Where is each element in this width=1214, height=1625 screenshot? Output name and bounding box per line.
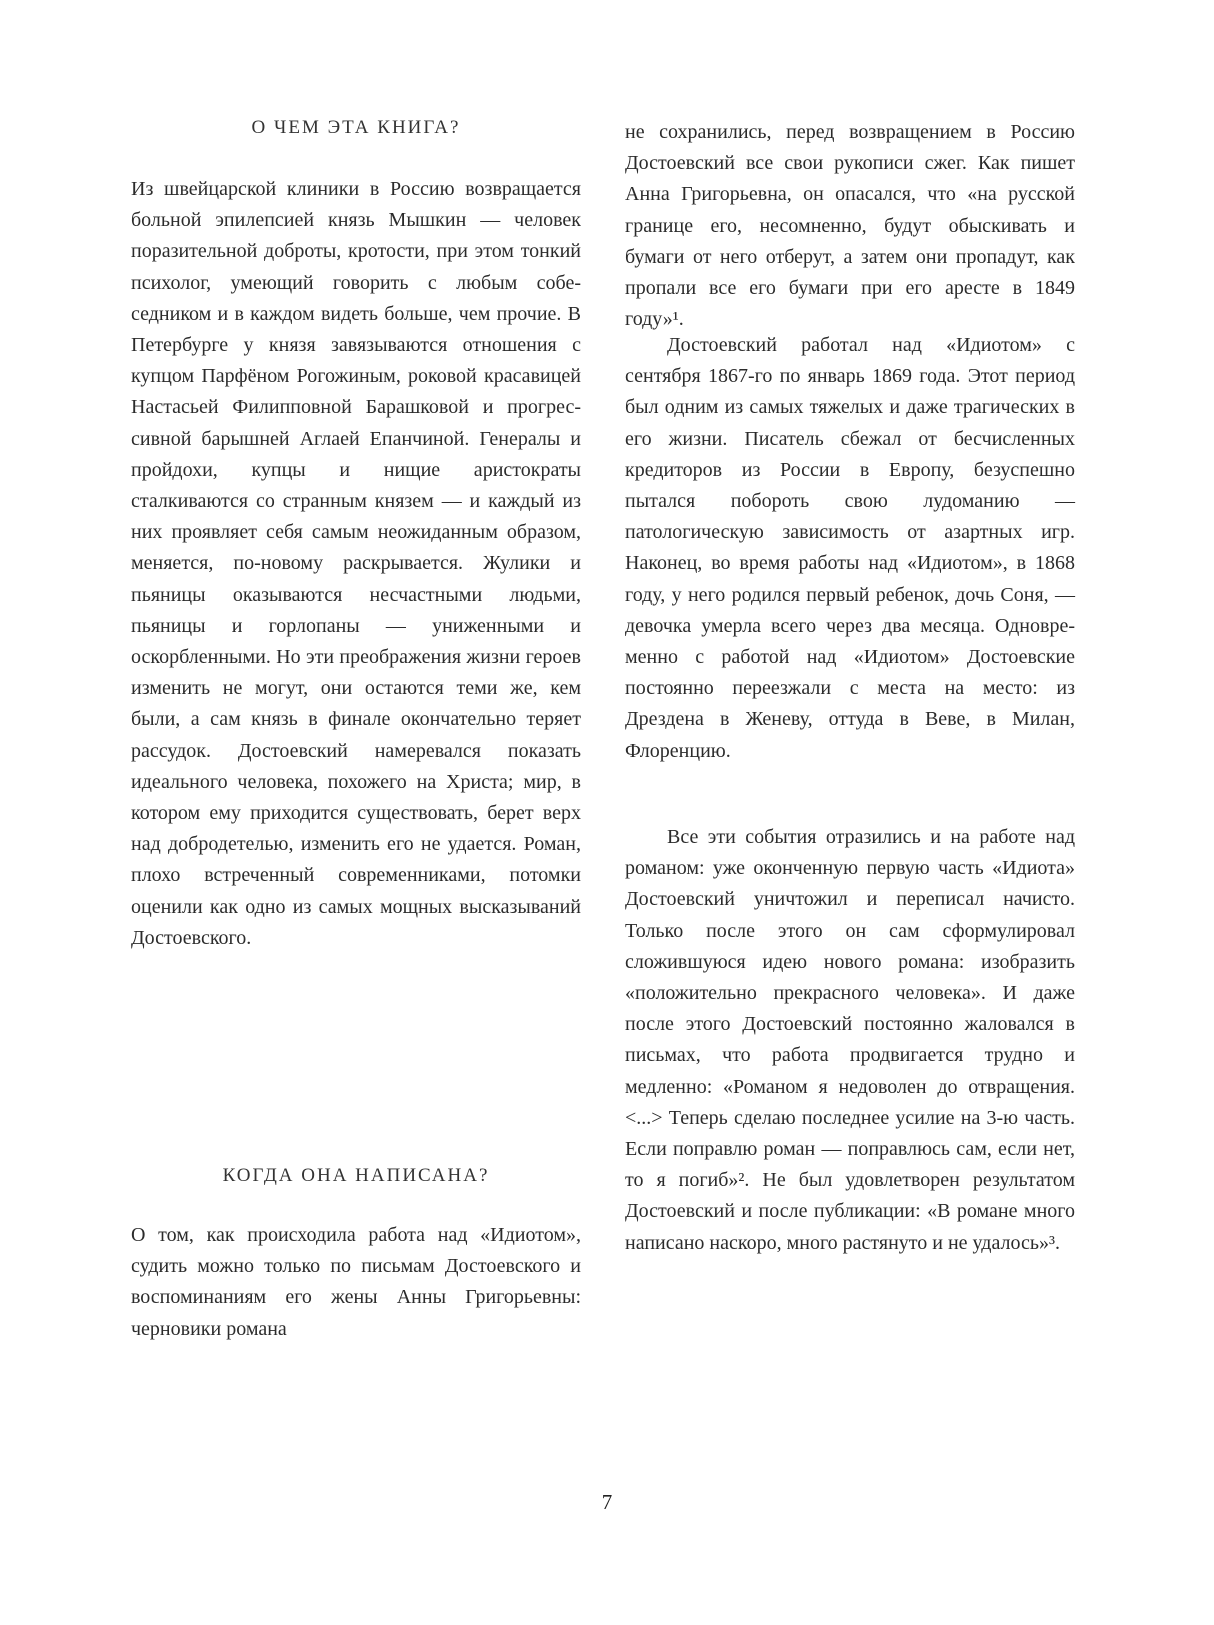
paragraph-writing-period: Достоевский работал над «Идиотом» с сентября 1867-го по январь 1869 года. Этот период был одним из самых тяжелых и даже трагических в его жизни. Писатель сбежал от бесчисленных кредиторов из России в Европу, безуспешно пытался побороть свою лудоманию — патологическую зависимость от азартных игр. Наконец, во время работы над «Идиотом», в 1868 году, у него родился первый ребенок, дочь Соня, — девочка умерла всего через два месяца. Одновременно с работой над «Идиотом» Достоевские постоянно переезжали с места на место: из Дрездена в Женеву, оттуда в Веве, в Милан, Флоренцию. (625, 334, 1075, 762)
section-heading-what-about: О ЧЕМ ЭТА КНИГА? (251, 117, 461, 138)
paragraph-work-reflection: Все эти события отразились и на работе над романом: уже оконченную первую часть «Идиота» Достоевский уничтожил и переписал начисто. Только после этого он сам сформулировал сложившуюся идею нового романа: изобразить «положительно прекрасного человека». И даже после этого Достоевский постоянно жаловался в письмах, что работа продвигается трудно и медленно: «Романом я недоволен до отвращения. <...> Теперь сделаю последнее усилие на 3-ю часть. Если поправлю роман — поправлюсь сам, если нет, то я погиб»². Не был удовлетворен результатом Достоевский и после публикации: «В романе много написано наскоро, много растянуто и не удалось»³. (625, 826, 1075, 1254)
paragraph-summary: Из швейцарской клиники в Россию возвращается больной эпилепсией князь Мышкин — человек поразительной доброты, кротости, при этом тонкий психолог, умеющий говорить с любым собеседником и в каждом видеть больше, чем прочие. В Петербурге у князя завязываются отношения с купцом Парфёном Рогожиным, роковой красавицей Настасьей Филипповной Барашковой и прогрессивной барышней Аглаей Епанчиной. Генералы и пройдохи, купцы и нищие аристократы сталкиваются со странным князем — и каждый из них проявляет себя самым неожиданным образом, меняется, по-новому раскрывается. Жулики и пьяницы оказываются несчастными людьми, пьяницы и горлопаны — униженными и оскорбленными. Но эти преображения жизни героев изменить не могут, они остаются теми же, кем были, а сам князь в финале окончательно теряет рассудок. Достоевский намеревался показать идеального человека, похожего на Христа; мир, в котором ему приходится существовать, берет верх над добродетелью, изменить его не удается. Роман, плохо встреченный современниками, потомки оценили как одно из самых мощных высказываний Достоевского. (131, 178, 581, 949)
paragraph-manuscripts: не сохранились, перед возвращением в Россию Достоевский все свои рукописи сжег. Как пишет Анна Григорьевна, он опасался, что «на русской границе его, несомненно, будут обыскивать и бумаги от него отберут, а затем они пропадут, как пропали все его бумаги при его аресте в 1849 году»¹. (625, 121, 1075, 331)
page-number: 7 (601, 1490, 613, 1514)
section-heading-when-written: КОГДА ОНА НАПИСАНА? (222, 1165, 490, 1186)
paragraph-when-written-start: О том, как происходила работа над «Идиотом», судить можно только по письмам Достоевского и воспоминаниям его жены Анны Григорьевны: черновики романа (131, 1224, 581, 1340)
